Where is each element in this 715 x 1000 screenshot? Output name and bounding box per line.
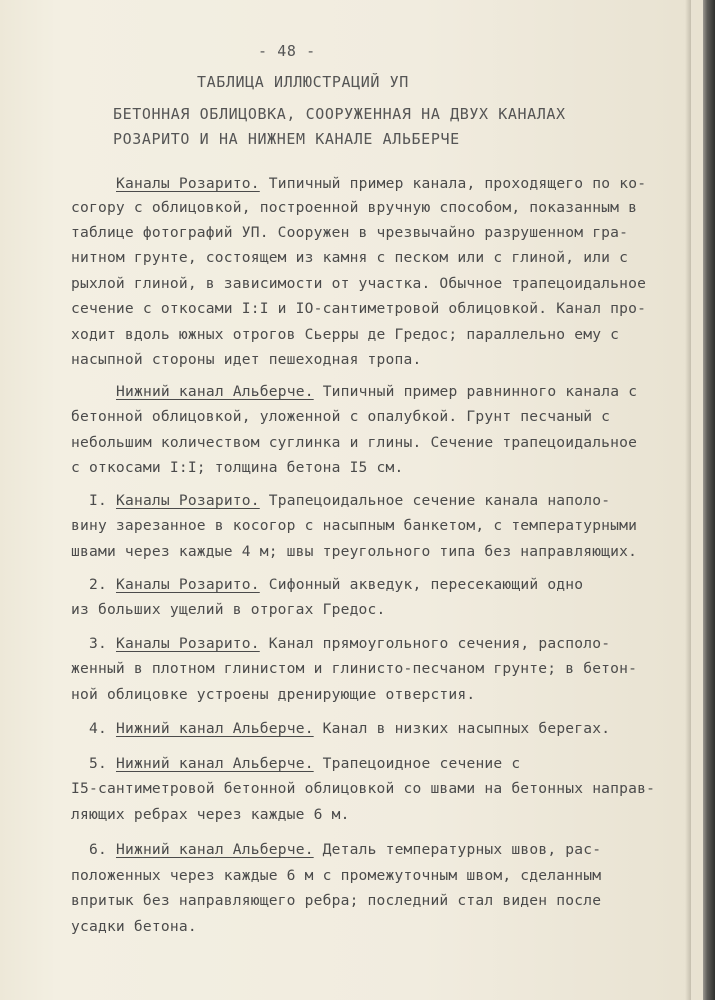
- item-1-number: I.: [89, 492, 107, 509]
- item-5-text: Трапецоидное сечение с: [313, 755, 521, 772]
- item-5-heading: Нижний канал Альберче.: [115, 755, 314, 772]
- paragraph-2-line-1: [116, 385, 637, 400]
- item-6-line-3: впритык без направляющего ребра; последний стал виден после: [71, 892, 602, 909]
- paragraph-1-line-5: рыхлой глиной, в зависимости от участка. Обычное трапецоидальное: [71, 275, 647, 292]
- item-2-number: 2.: [89, 576, 107, 593]
- item-4-number: 4.: [89, 720, 107, 737]
- paragraph-2-heading: Нижний канал Альберче.: [116, 383, 314, 400]
- item-5-line-2: I5-сантиметровой бетонной облицовкой со швами на бетонных направ-: [71, 780, 656, 797]
- item-2-line-2: из больших ущелий в отрогах Гредос.: [71, 601, 386, 618]
- subtitle-line-1: БЕТОННАЯ ОБЛИЦОВКА, СООРУЖЕННАЯ НА ДВУХ КАНАЛАХ: [113, 105, 566, 123]
- item-1-line-3: швами через каждые 4 м; швы треугольного типа без направляющих.: [71, 543, 638, 560]
- binding-edge: [703, 0, 715, 1000]
- paragraph-2-line-3: небольшим количеством суглинка и глины. Сечение трапецоидальное: [71, 434, 638, 451]
- paragraph-1-line-3: таблице фотографий УП. Сооружен в чрезвычайно разрушенном гра-: [71, 224, 629, 241]
- item-3-line-3: ной облицовке устроены дренирующие отверстия.: [71, 686, 476, 703]
- item-4-line-1: [89, 722, 610, 737]
- item-2-line-1: [89, 578, 583, 593]
- item-1-line-2: вину зарезанное в косогор с насыпным банкетом, с температурными: [71, 517, 638, 534]
- item-1-line-1: [89, 494, 610, 509]
- item-3-line-2: женный в плотном глинистом и глинисто-песчаном грунте; в бетон-: [71, 660, 638, 677]
- page-title: ТАБЛИЦА ИЛЛЮСТРАЦИЙ УП: [197, 73, 409, 91]
- subtitle-line-2: РОЗАРИТО И НА НИЖНЕМ КАНАЛЕ АЛЬБЕРЧЕ: [113, 130, 460, 148]
- paragraph-1-text: Типичный пример канала, проходящего по ко-: [259, 175, 647, 192]
- item-3-number: 3.: [89, 635, 107, 652]
- item-4-heading: Нижний канал Альберче.: [115, 720, 314, 737]
- page-fold-shadow: [685, 0, 691, 1000]
- item-2-text: Сифонный акведук, пересекающий одно: [259, 576, 584, 593]
- item-6-text: Деталь температурных швов, рас-: [313, 841, 602, 858]
- item-3-text: Канал прямоугольного сечения, располо-: [259, 635, 611, 652]
- item-3-heading: Каналы Розарито.: [115, 635, 260, 652]
- paragraph-2-text: Типичный пример равнинного канала с: [313, 383, 638, 400]
- paragraph-1-line-6: сечение с откосами I:I и IO-сантиметровой облицовкой. Канал про-: [71, 300, 647, 317]
- item-5-line-1: [89, 757, 520, 772]
- item-1-text: Трапецоидальное сечение канала наполо-: [259, 492, 611, 509]
- paragraph-2-line-2: бетонной облицовкой, уложенной с опалубкой. Грунт песчаный с: [71, 408, 611, 425]
- page-number: - 48 -: [258, 42, 316, 60]
- item-5-line-3: ляющих ребрах через каждые 6 м.: [71, 806, 350, 823]
- item-6-line-2: положенных через каждые 6 м с промежуточным швом, сделанным: [71, 867, 602, 884]
- item-4-text: Канал в низких насыпных берегах.: [313, 720, 611, 737]
- paragraph-1-heading: Каналы Розарито.: [116, 175, 260, 192]
- item-6-number: 6.: [89, 841, 107, 858]
- item-2-heading: Каналы Розарито.: [115, 576, 260, 593]
- item-6-heading: Нижний канал Альберче.: [115, 841, 314, 858]
- paragraph-1-line-7: ходит вдоль южных отрогов Сьерры де Гредос; параллельно ему с: [71, 326, 620, 343]
- paragraph-1-line-1: [116, 177, 646, 192]
- paragraph-1-line-2: согору с облицовкой, построенной вручную способом, показанным в: [71, 199, 638, 216]
- paragraph-1-line-8: насыпной стороны идет пешеходная тропа.: [71, 351, 422, 368]
- item-3-line-1: [89, 637, 610, 652]
- item-5-number: 5.: [89, 755, 107, 772]
- paragraph-2-line-4: с откосами I:I; толщина бетона I5 см.: [71, 459, 404, 476]
- item-6-line-1: [89, 843, 601, 858]
- item-6-line-4: усадки бетона.: [71, 918, 197, 935]
- item-1-heading: Каналы Розарито.: [115, 492, 260, 509]
- paragraph-1-line-4: нитном грунте, состоящем из камня с песком или с глиной, или с: [71, 249, 629, 266]
